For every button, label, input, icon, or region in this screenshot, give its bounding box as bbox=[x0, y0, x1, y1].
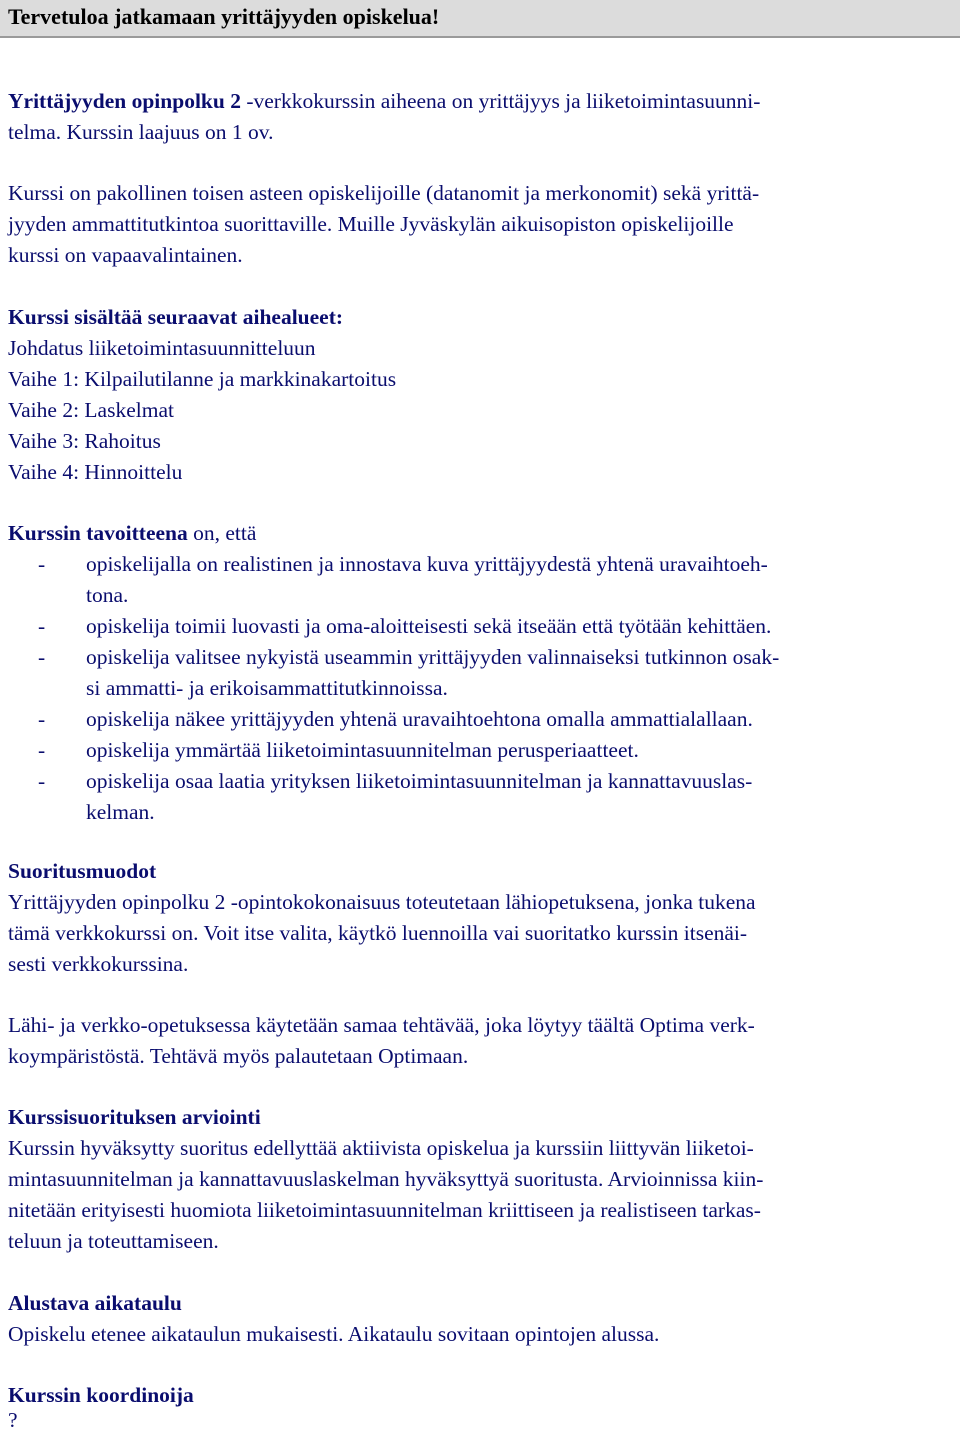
list-item: - opiskelija osaa laatia yrityksen liiketoimintasuunnitelman ja kannattavuuslas- kelman. bbox=[38, 769, 753, 824]
coordinator-heading: Kurssin koordinoija bbox=[8, 1383, 194, 1407]
schedule-text: Opiskelu etenee aikataulun mukaisesti. Aikataulu sovitaan opintojen alussa. bbox=[8, 1322, 660, 1346]
methods-heading: Suoritusmuodot bbox=[8, 859, 157, 883]
methods-p2 bbox=[8, 1010, 952, 1072]
required-line-3: kurssi on vapaavalintainen. bbox=[8, 243, 243, 267]
assessment-line: nitetään erityisesti huomiota liiketoimintasuunnitelman kriittiseen ja realistiseen tarkas- bbox=[8, 1198, 761, 1222]
required-paragraph bbox=[8, 178, 952, 271]
schedule-section bbox=[8, 1288, 952, 1350]
goals-list bbox=[8, 549, 952, 828]
list-item: - opiskelija ymmärtää liiketoimintasuunnitelman perusperiaatteet. bbox=[38, 738, 639, 762]
contents-item: Vaihe 3: Rahoitus bbox=[8, 429, 161, 453]
intro-line-2: telma. Kurssin laajuus on 1 ov. bbox=[8, 120, 274, 144]
assessment-section bbox=[8, 1102, 952, 1257]
contents-heading: Kurssi sisältää seuraavat aihealueet: bbox=[8, 305, 344, 329]
goals-heading: Kurssin tavoitteena bbox=[8, 521, 188, 545]
goals-section bbox=[8, 518, 952, 828]
page-title: Tervetuloa jatkamaan yrittäjyyden opiskelua! bbox=[8, 4, 440, 29]
contents-item: Vaihe 4: Hinnoittelu bbox=[8, 460, 183, 484]
intro-paragraph bbox=[8, 86, 952, 148]
required-line-2: jyyden ammattitutkintoa suorittaville. Muille Jyväskylän aikuisopiston opiskelijoille bbox=[8, 212, 734, 236]
goals-heading-rest: on, että bbox=[187, 521, 257, 545]
contents-item: Vaihe 1: Kilpailutilanne ja markkinakartoitus bbox=[8, 367, 397, 391]
list-item: - opiskelijalla on realistinen ja innostava kuva yrittäjyydestä yhtenä uravaihtoeh- tona. bbox=[38, 552, 768, 607]
methods-p1-line: tämä verkkokurssi on. Voit itse valita, käytkö luennoilla vai suoritatko kurssin itsenäi- bbox=[8, 921, 748, 945]
methods-p1-line: sesti verkkokurssina. bbox=[8, 952, 189, 976]
assessment-line: teluun ja toteuttamiseen. bbox=[8, 1229, 219, 1253]
methods-section bbox=[8, 856, 952, 980]
contents-item: Vaihe 2: Laskelmat bbox=[8, 398, 174, 422]
list-item: - opiskelija toimii luovasti ja oma-aloitteisesti sekä itseään että työtään kehittäen. bbox=[38, 614, 772, 638]
assessment-heading: Kurssisuorituksen arviointi bbox=[8, 1105, 261, 1129]
assessment-line: mintasuunnitelman ja kannattavuuslaskelman hyväksyttyä suoritusta. Arvioinnissa kiin- bbox=[8, 1167, 764, 1191]
list-item: - opiskelija valitsee nykyistä useammin yrittäjyyden valinnaiseksi tutkinnon osak- si ammatti- ja erikoisammattitutkinnoissa. bbox=[38, 645, 780, 700]
coordinator-section bbox=[8, 1380, 952, 1436]
page-header bbox=[0, 0, 960, 38]
contents-item: Johdatus liiketoimintasuunnitteluun bbox=[8, 336, 316, 360]
contents-section bbox=[8, 302, 952, 488]
required-line-1: Kurssi on pakollinen toisen asteen opiskelijoille (datanomit ja merkonomit) sekä yrittä- bbox=[8, 181, 760, 205]
methods-p1-line: Yrittäjyyden opinpolku 2 -opintokokonaisuus toteutetaan lähiopetuksena, jonka tukena bbox=[8, 890, 756, 914]
course-name: Yrittäjyyden opinpolku 2 bbox=[8, 89, 241, 113]
schedule-heading: Alustava aikataulu bbox=[8, 1291, 182, 1315]
coordinator-value: ? bbox=[8, 1408, 18, 1432]
methods-p2-line: koympäristöstä. Tehtävä myös palautetaan Optimaan. bbox=[8, 1044, 469, 1068]
intro-line-1: -verkkokurssin aiheena on yrittäjyys ja liiketoimintasuunni- bbox=[240, 89, 761, 113]
list-item: - opiskelija näkee yrittäjyyden yhtenä uravaihtoehtona omalla ammattialallaan. bbox=[38, 707, 753, 731]
assessment-line: Kurssin hyväksytty suoritus edellyttää aktiivista opiskelua ja kurssiin liittyvän liiketoi- bbox=[8, 1136, 754, 1160]
methods-p2-line: Lähi- ja verkko-opetuksessa käytetään samaa tehtävää, joka löytyy täältä Optima verk- bbox=[8, 1013, 755, 1037]
